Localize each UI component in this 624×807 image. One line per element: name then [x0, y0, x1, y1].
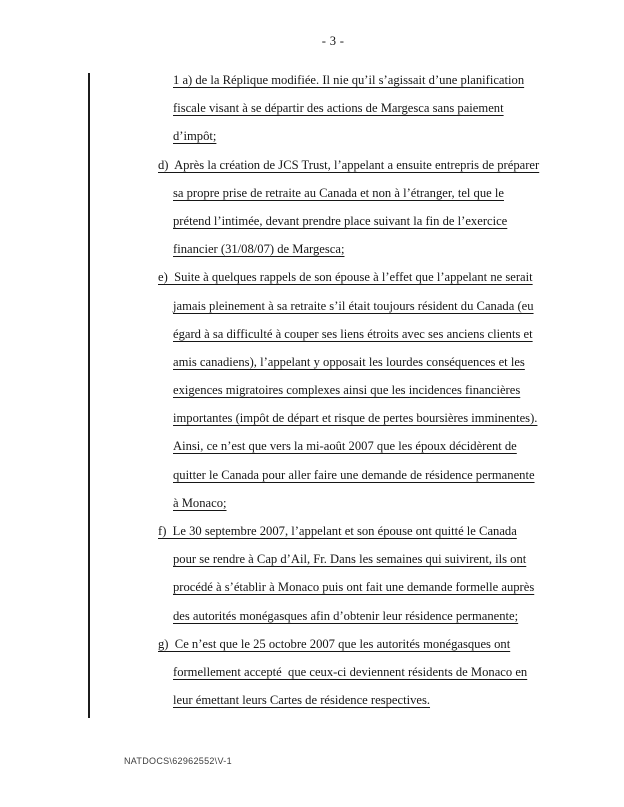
line-text: prétend l’intimée, devant prendre place suivant la fin de l’exercice	[173, 213, 508, 228]
line-text: Ainsi, ce n’est que vers la mi-août 2007 que les époux décidèrent de	[173, 439, 517, 454]
text-line	[158, 94, 539, 122]
labeled-line-text: f) Le 30 septembre 2007, l’appelant et son épouse ont quitté le Canada	[158, 524, 517, 538]
revision-change-bar	[88, 73, 90, 718]
text-line	[158, 179, 539, 207]
line-text: 1 a) de la Réplique modifiée. Il nie qu’il s’agissait d’une planification	[173, 73, 525, 87]
list-paragraph-e	[158, 263, 539, 517]
list-paragraph-f	[158, 517, 539, 630]
line-text: sa propre prise de retraite au Canada et non à l’étranger, tel que le	[173, 185, 504, 200]
line-text: jamais pleinement à sa retraite s’il était toujours résident du Canada (eu	[173, 298, 534, 313]
line-text: égard à sa difficulté à couper ses liens étroits avec ses anciens clients et	[173, 326, 533, 341]
line-text: formellement accepté que ceux-ci deviennent résidents de Monaco en	[173, 664, 528, 679]
labeled-line-text: e) Suite à quelques rappels de son épouse à l’effet que l’appelant ne serait	[158, 270, 533, 285]
line-text: procédé à s’établir à Monaco puis ont fait une demande formelle auprès	[173, 580, 535, 595]
text-line	[158, 404, 539, 432]
line-text: quitter le Canada pour aller faire une demande de résidence permanente	[173, 467, 535, 482]
list-paragraph-g	[158, 630, 539, 715]
line-text: importantes (impôt de départ et risque de pertes boursières imminentes).	[173, 411, 538, 426]
text-line	[158, 573, 539, 601]
line-text: financier (31/08/07) de Margesca;	[173, 242, 345, 257]
text-line	[158, 432, 539, 460]
labeled-line-text: g) Ce n’est que le 25 octobre 2007 que les autorités monégasques ont	[158, 636, 511, 651]
line-text: leur émettant leurs Cartes de résidence respectives.	[173, 693, 431, 708]
text-line	[158, 545, 539, 573]
text-line	[158, 320, 539, 348]
continuation-paragraph	[158, 66, 539, 151]
text-line	[158, 461, 539, 489]
line-text: pour se rendre à Cap d’Ail, Fr. Dans les semaines qui suivirent, ils ont	[173, 552, 527, 567]
text-line	[158, 376, 539, 404]
text-line	[158, 489, 539, 517]
text-line	[158, 66, 539, 94]
text-line	[158, 686, 539, 714]
line-text: fiscale visant à se départir des actions de Margesca sans paiement	[173, 101, 504, 116]
text-line	[158, 517, 539, 545]
text-line	[158, 207, 539, 235]
text-line	[158, 658, 539, 686]
labeled-line-text: d) Après la création de JCS Trust, l’appelant a ensuite entrepris de préparer	[158, 157, 540, 172]
list-paragraph-d	[158, 151, 539, 264]
document-id-footer: NATDOCS\62962552\V-1	[124, 756, 232, 766]
line-text: à Monaco;	[173, 495, 227, 510]
text-line	[158, 630, 539, 658]
text-line	[158, 292, 539, 320]
text-line	[158, 602, 539, 630]
text-line	[158, 263, 539, 291]
text-line	[158, 235, 539, 263]
line-text: amis canadiens), l’appelant y opposait les lourdes conséquences et les	[173, 354, 525, 369]
line-text: d’impôt;	[173, 129, 217, 144]
text-line	[158, 122, 539, 150]
page-number: - 3 -	[321, 34, 345, 48]
line-text: des autorités monégasques afin d’obtenir leur résidence permanente;	[173, 608, 519, 623]
paragraphs	[158, 66, 539, 714]
line-text: exigences migratoires complexes ainsi que les incidences financières	[173, 383, 521, 398]
text-line	[158, 151, 539, 179]
text-line	[158, 348, 539, 376]
